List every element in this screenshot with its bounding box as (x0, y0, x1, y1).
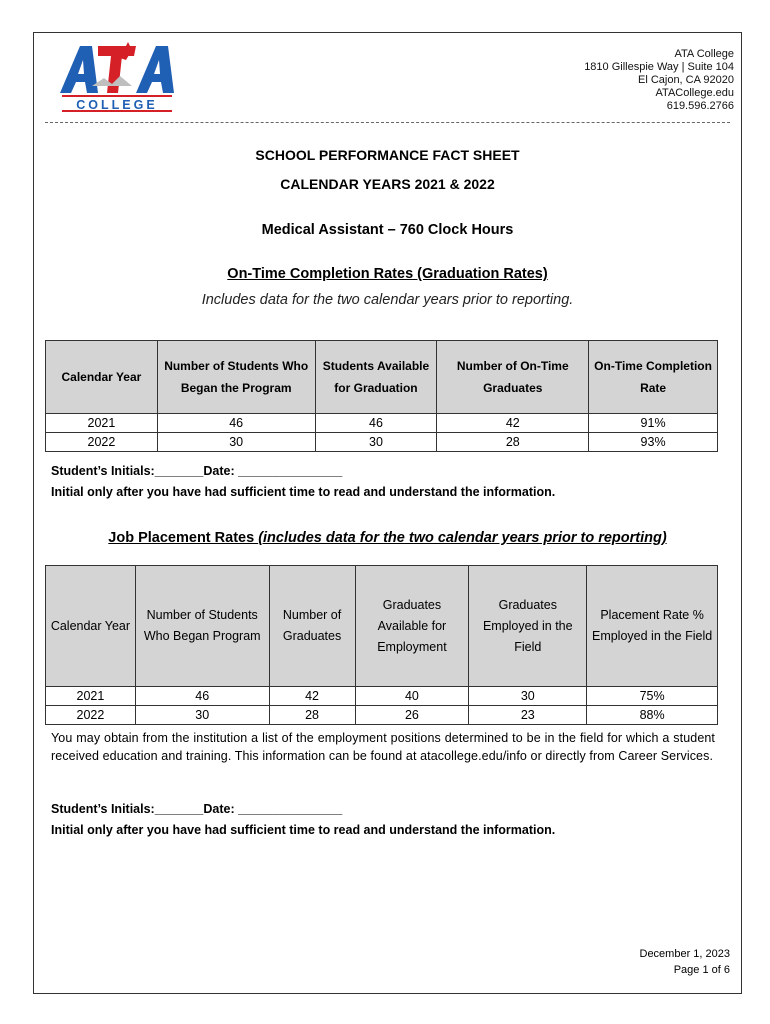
program-name: Medical Assistant – 760 Clock Hours (261, 222, 514, 238)
ata-college-logo (58, 40, 176, 114)
calendar-years: CALENDAR YEARS 2021 & 2022 (280, 176, 495, 192)
table-cell: 75% (587, 687, 718, 706)
table-cell: 42 (269, 687, 355, 706)
placement-heading-italic: (includes data for the two calendar years prior to reporting) (258, 530, 667, 546)
table-cell: 28 (437, 433, 589, 452)
table-cell: 88% (587, 706, 718, 725)
table-cell: 42 (437, 414, 589, 433)
initials-line-2[interactable]: Student’s Initials:_______Date: _______________ (51, 802, 343, 816)
table-row (46, 433, 718, 452)
completion-subheading: Includes data for the two calendar years prior to reporting. (201, 292, 574, 308)
table-cell: 28 (269, 706, 355, 725)
column-header: Calendar Year (46, 566, 136, 687)
table-cell: 30 (469, 687, 587, 706)
table-cell: 26 (355, 706, 469, 725)
table-cell: 30 (135, 706, 269, 725)
header-divider (45, 122, 730, 123)
table-header-row (46, 341, 718, 414)
table-cell: 46 (157, 414, 315, 433)
column-header: Number of Graduates (269, 566, 355, 687)
table-cell: 91% (589, 414, 718, 433)
column-header: Number of Students Who Began Program (135, 566, 269, 687)
table-cell: 30 (315, 433, 437, 452)
phone: 619.596.2766 (666, 100, 734, 112)
document-title: SCHOOL PERFORMANCE FACT SHEET (255, 147, 520, 163)
street-address: 1810 Gillespie Way | Suite 104 (584, 61, 734, 73)
initials-line-1[interactable]: Student’s Initials:_______Date: _______________ (51, 464, 343, 478)
column-header: Students Available for Graduation (315, 341, 437, 414)
table-cell: 30 (157, 433, 315, 452)
table-cell: 2022 (46, 433, 158, 452)
placement-table (45, 565, 718, 725)
column-header: Graduates Available for Employment (355, 566, 469, 687)
table-cell: 93% (589, 433, 718, 452)
initials-note-1: Initial only after you have had sufficient time to read and understand the information. (51, 485, 556, 499)
column-header: Number of On-Time Graduates (437, 341, 589, 414)
table-row (46, 706, 718, 725)
completion-table (45, 340, 718, 452)
column-header: Calendar Year (46, 341, 158, 414)
table-cell: 23 (469, 706, 587, 725)
column-header: Graduates Employed in the Field (469, 566, 587, 687)
svg-text:COLLEGE: COLLEGE (76, 98, 158, 112)
college-name: ATA College (674, 48, 734, 60)
table-cell: 46 (315, 414, 437, 433)
college-address (584, 48, 734, 113)
employment-list-note: You may obtain from the institution a list of the employment positions determined to be in the field for which a student received education and training. This information can be found at atacollege.edu/info or directly from Career Services. (51, 731, 715, 763)
table-header-row (46, 566, 718, 687)
column-header: On-Time Completion Rate (589, 341, 718, 414)
table-row (46, 687, 718, 706)
table-cell: 2021 (46, 687, 136, 706)
city-state-zip: El Cajon, CA 92020 (637, 74, 734, 86)
table-row (46, 414, 718, 433)
initials-note-2: Initial only after you have had sufficient time to read and understand the information. (51, 823, 556, 837)
column-header: Number of Students Who Began the Program (157, 341, 315, 414)
table-cell: 2021 (46, 414, 158, 433)
completion-heading: On-Time Completion Rates (Graduation Rates) (227, 266, 548, 282)
page-number: Page 1 of 6 (673, 964, 730, 976)
placement-heading (33, 530, 742, 546)
column-header: Placement Rate % Employed in the Field (587, 566, 718, 687)
table-cell: 46 (135, 687, 269, 706)
page-footer (640, 946, 731, 978)
placement-heading-text: Job Placement Rates (108, 530, 259, 546)
website[interactable]: ATACollege.edu (655, 87, 734, 99)
table-cell: 40 (355, 687, 469, 706)
footer-date: December 1, 2023 (639, 948, 730, 960)
table-cell: 2022 (46, 706, 136, 725)
